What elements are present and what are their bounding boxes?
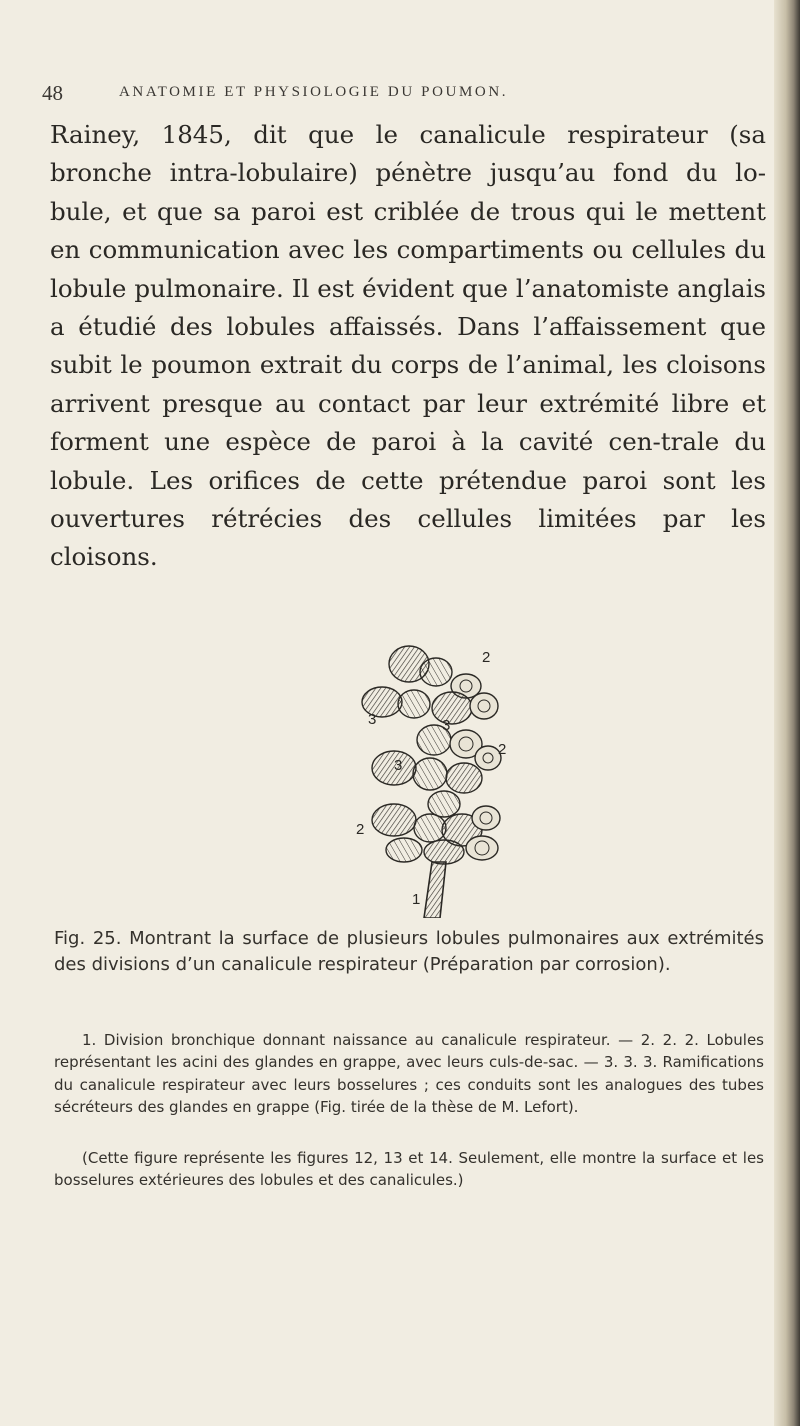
figure-label-2-middle: 2 [498, 741, 507, 758]
figure-label-2-lower: 2 [356, 821, 365, 838]
figure-legend [54, 1029, 764, 1119]
body-paragraph: Rainey, 1845, dit que le canalicule respirateur (sa bronche intra-lobulaire) pénètre jusqu’au fond du lo-bule, et que sa paroi est criblée de trous qui le mettent en communication avec les compartiments ou cellules du lobule pulmonaire. Il est évident que l’anatomiste anglais a étudié des lobules affaissés. Dans l’affaissement que subit le poumon extrait du corps de l’animal, les cloisons arrivent presque au contact par leur extrémité libre et forment une espèce de paroi à la cavité cen-trale du lobule. Les orifices de cette prétendue paroi sont les ouvertures rétrécies des cellules limitées par les cloisons. [50, 120, 766, 572]
page-edge-shadow [774, 0, 800, 1426]
legend-text: 1. Division bronchique donnant naissance au canalicule respirateur. — 2. 2. 2. Lobules représentant les acini des glandes en grappe, avec leurs culs-de-sac. — 3. 3. 3. Ramifications du canalicule respirateur avec leurs bosselures ; ces conduits sont les analogues des tubes sécréteurs des glandes en grappe (Fig. tirée de la thèse de M. Lefort). [54, 1031, 764, 1117]
bronchial-stem [424, 862, 446, 918]
figure-label-3-middle: 3 [394, 757, 403, 774]
figure-caption: Fig. 25. Montrant la surface de plusieurs lobules pulmonaires aux extrémités des divisions d’un canalicule respirateur (Préparation par corrosion). [54, 928, 764, 975]
note-text: (Cette figure représente les figures 12, 13 et 14. Seulement, elle montre la surface et les bosselures extérieures des lobules et des canalicules.) [54, 1149, 764, 1190]
running-head: ANATOMIE ET PHYSIOLOGIE DU POUMON. [119, 84, 509, 100]
figure-label-1: 1 [412, 891, 421, 908]
figure-label-2-top: 2 [482, 649, 491, 666]
page-header [42, 81, 742, 107]
figure-label-3-upper-center: 3 [442, 717, 451, 734]
figure-label-3-upper-left: 3 [368, 711, 377, 728]
figure-note [54, 1147, 764, 1192]
lobule-drawing [354, 642, 524, 918]
page-number: 48 [42, 81, 63, 105]
lobule-illustration [354, 642, 524, 918]
